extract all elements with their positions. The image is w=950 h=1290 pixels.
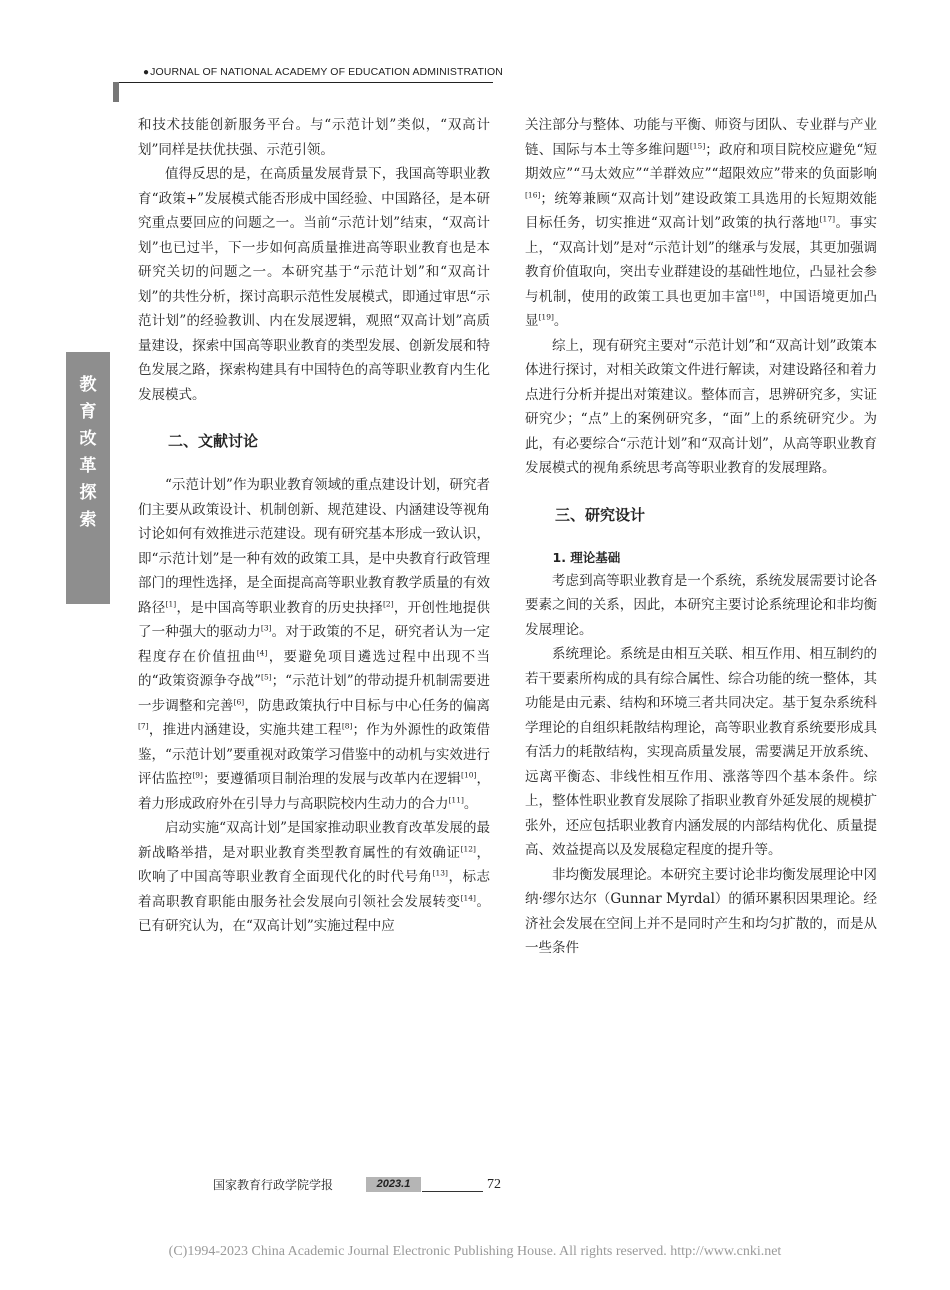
header-accent-bar bbox=[113, 82, 119, 102]
running-header bbox=[143, 66, 503, 78]
paragraph: 和技术技能创新服务平台。与“示范计划”类似，“双高计划”同样是扶优扶强、示范引领。 bbox=[138, 117, 490, 158]
right-column bbox=[525, 113, 877, 961]
paragraph: 启动实施“双高计划”是国家推动职业教育改革发展的最新战略举措，是对职业教育类型教育属性的有效确证[12]，吹响了中国高等职业教育全面现代化的时代号角[13]，标志着高职教育职能由服务社会发展向引领社会发展转变[14]。已有研究认为，在“双高计划”实施过程中应 bbox=[138, 820, 491, 934]
paragraph: “示范计划”作为职业教育领域的重点建设计划，研究者们主要从政策设计、机制创新、规范建设、内涵建设等视角讨论如何有效推进示范建设。现有研究基本形成一致认识，即“示范计划”是一种有效的政策工具，是中央教育行政管理部门的理性选择，是全面提高高等职业教育教学质量的有效路径[1]，是中国高等职业教育的历史抉择[2]，开创性地提供了一种强大的驱动力[3]。对于政策的不足，研究者认为一定程度存在价值扭曲[4]，要避免项目遴选过程中出现不当的“政策资源争夺战”[5]；“示范计划”的带动提升机制需要进一步调整和完善[6]，防患政策执行中目标与中心任务的偏离[7]，推进内涵建设，实施共建工程[8]；作为外源性的政策借鉴，“示范计划”要重视对政策学习借鉴中的动机与实效进行评估监控[9]；要遵循项目制治理的发展与改革内在逻辑[10]，着力形成政府外在引导力与高职院校内生动力的合力[11]。 bbox=[138, 477, 491, 812]
left-column bbox=[138, 113, 490, 939]
citation: [7] bbox=[138, 721, 149, 731]
citation: [10] bbox=[461, 770, 477, 780]
header-rule bbox=[113, 82, 493, 83]
subsection-heading-theory: 1. 理论基础 bbox=[552, 549, 621, 565]
copyright-notice: (C)1994-2023 China Academic Journal Electronic Publishing House. All rights reserved. http://www.cnki.net bbox=[168, 1244, 782, 1259]
page-number: 72 bbox=[487, 1177, 501, 1192]
paragraph: 值得反思的是，在高质量发展背景下，我国高等职业教育“政策+”发展模式能否形成中国经验、中国路径，是本研究重点要回应的问题之一。当前“示范计划”结束，“双高计划”也已过半，下一步如何高质量推进高等职业教育也是本研究关切的问题之一。本研究基于“示范计划”和“双高计划”的共性分析，探讨高职示范性发展模式，即通过审思“示范计划”的经验教训、内在发展逻辑，观照“双高计划”高质量建设，探索中国高等职业教育的类型发展、创新发展和特色发展之路，探索构建具有中国特色的高等职业教育内生化发展模式。 bbox=[138, 166, 490, 403]
citation: [5] bbox=[261, 672, 272, 682]
paragraph: 综上，现有研究主要对“示范计划”和“双高计划”政策本体进行探讨，对相关政策文件进行解读，对建设路径和着力点进行分析并提出对策建议。整体而言，思辨研究多，实证研究少；“点”上的案例研究多，“面”上的系统研究少。为此，有必要综合“示范计划”和“双高计划”，从高等职业教育发展模式的视角系统思考高等职业教育的发展理路。 bbox=[525, 337, 877, 476]
citation: [14] bbox=[460, 893, 476, 902]
citation: [3] bbox=[260, 623, 272, 633]
citation: [16] bbox=[525, 190, 541, 199]
citation: [17] bbox=[819, 214, 836, 224]
paragraph: 系统理论。系统是由相互关联、相互作用、相互制约的若干要素所构成的具有综合属性、综合功能的统一整体，其功能是由元素、结构和环境三者共同决定。基于复杂系统科学理论的自组织耗散结构理论，高等职业教育系统要形成具有活力的耗散结构，实现高质量发展，需要满足开放系统、远离平衡态、非线性相互作用、涨落等四个基本条件。综上，整体性职业教育发展除了指职业教育外延发展的规模扩张外，还应包括职业教育内涵发展的内部结构优化、质量提高、效益提高以及发展稳定程度的提升等。 bbox=[525, 646, 877, 858]
paragraph: 非均衡发展理论。本研究主要讨论非均衡发展理论中冈纳·缪尔达尔（Gunnar Myrdal）的循环累积因果理论。经济社会发展在空间上并不是同时产生和均匀扩散的，而是从一些条件 bbox=[525, 866, 877, 956]
footer-rule bbox=[422, 1191, 483, 1192]
citation: [1] bbox=[165, 599, 177, 608]
side-tab-char: 改 bbox=[79, 429, 97, 449]
citation: [11] bbox=[448, 795, 464, 804]
citation: [9] bbox=[192, 770, 203, 780]
paragraph: 考虑到高等职业教育是一个系统，系统发展需要讨论各要素之间的关系，因此，本研究主要讨论系统理论和非均衡发展理论。 bbox=[525, 572, 877, 638]
citation: [15] bbox=[689, 141, 706, 150]
citation: [4] bbox=[256, 648, 268, 657]
side-tab-char: 革 bbox=[79, 456, 97, 476]
side-tab-char: 探 bbox=[79, 483, 97, 503]
citation: [18] bbox=[749, 288, 765, 297]
footer-journal-name: 国家教育行政学院学报 bbox=[213, 1178, 334, 1192]
citation: [6] bbox=[233, 697, 245, 706]
section-heading-research-design: 三、研究设计 bbox=[555, 505, 646, 524]
header-bullet: ● bbox=[143, 67, 150, 78]
citation: [13] bbox=[432, 868, 448, 878]
section-side-tab bbox=[66, 352, 110, 604]
side-tab-char: 索 bbox=[79, 510, 97, 530]
footer-issue-badge: 2023.1 bbox=[366, 1177, 421, 1192]
side-tab-char: 教 bbox=[79, 375, 97, 395]
citation: [12] bbox=[460, 844, 476, 853]
section-heading-literature: 二、文献讨论 bbox=[168, 432, 259, 450]
header-journal-title: JOURNAL OF NATIONAL ACADEMY OF EDUCATION ADMINISTRATION bbox=[150, 66, 503, 78]
citation: [8] bbox=[341, 721, 353, 731]
citation: [19] bbox=[538, 312, 554, 322]
paragraph: 关注部分与整体、功能与平衡、师资与团队、专业群与产业链、国际与本土等多维问题[15]；政府和项目院校应避免“短期效应”“马太效应”“羊群效应”“超限效应”带来的负面影响[16]；统筹兼顾“双高计划”建设政策工具选用的长短期效能目标任务，切实推进“双高计划”政策的执行落地[17]。事实上，“双高计划”是对“示范计划”的继承与发展，其更加强调教育价值取向，突出专业群建设的基础性地位，凸显社会参与机制，使用的政策工具也更加丰富[18]，中国语境更加凸显[19]。 bbox=[525, 117, 878, 329]
side-tab-char: 育 bbox=[79, 402, 97, 422]
citation: [2] bbox=[383, 599, 394, 608]
